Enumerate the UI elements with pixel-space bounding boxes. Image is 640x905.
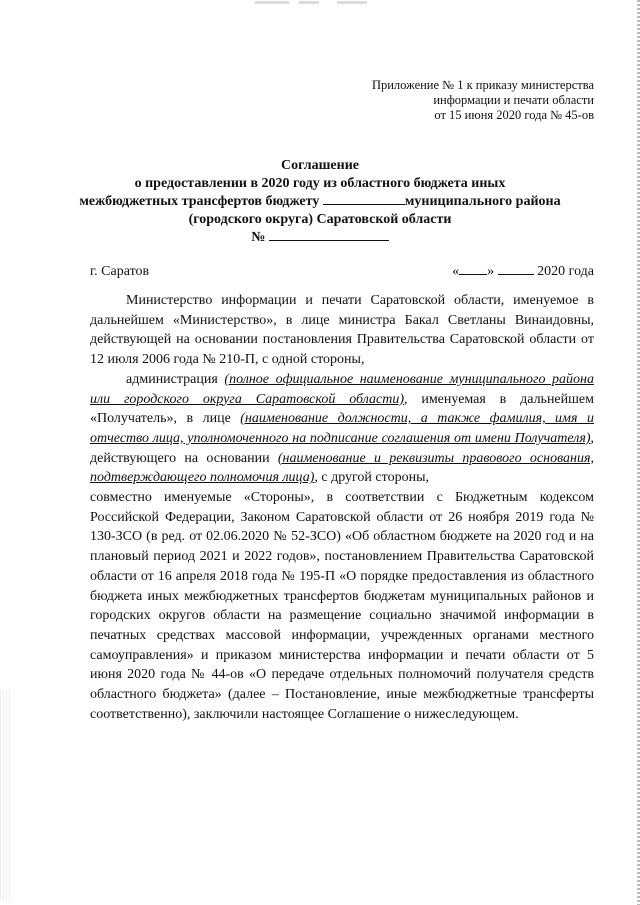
year: 2020 года — [537, 264, 594, 279]
city: г. Саратов — [90, 264, 150, 279]
agreement-preamble — [90, 291, 594, 724]
recipient-text-1: , именуемая в дальнейшем «Получатель», в лице — [90, 391, 594, 427]
quote-open: « — [452, 264, 460, 279]
paragraph-recipient — [90, 370, 594, 488]
fill-legal-basis: (наименование и реквизиты правового основания, подтверждающего полномочия лица) — [90, 450, 595, 486]
title-line-1: Соглашение — [281, 158, 359, 173]
appendix-line-2: информации и печати области — [433, 93, 594, 107]
agreement-date — [452, 263, 594, 281]
scan-edge-left — [0, 690, 10, 900]
appendix-note — [254, 78, 594, 123]
agreement-number-line — [60, 229, 580, 247]
municipality-blank — [323, 204, 405, 205]
fill-municipality-name: (полное официальное наименование муниципального района или городского округа Саратовской области) — [90, 371, 594, 407]
fill-signatory: (наименование должности, а также фамилия, имя и отчество лица, уполномоченного на подписание соглашения от имени Получателя) — [90, 411, 594, 446]
paragraph-parties: совместно именуемые «Стороны», в соответствии с Бюджетным кодексом Российской Федерации, Законом Саратовской области от 26 ноября 2019 года № 130-ЗСО (в ред. от 02.06.2020 № 52-ЗСО) «Об областном бюджете на 2020 год и на плановый период 2021 и 2022 годов», постановлением Правительства Саратовской области от 16 апреля 2018 года № 195-П «О порядке предоставления из областного бюджета иных межбюджетных трансфертов бюджетам муниципальных районов и городских округов области на размещение социально значимой информации в печатных средствах массовой информации, учрежденных органами местного самоуправления» и приказом министерства информации и печати области от 5 июня 2020 года № 44-ов «О передаче отдельных полномочий получателя средств областного бюджета» (далее – Постановление, иные межбюджетные трансферты соответственно), заключили настоящее Соглашение о нижеследующем. — [90, 490, 594, 722]
agreement-number-blank — [269, 240, 389, 241]
number-sign: № — [251, 230, 266, 245]
document-title — [60, 157, 580, 247]
appendix-line-3: от 15 июня 2020 года № 45-ов — [434, 108, 594, 122]
paragraph-ministry: Министерство информации и печати Саратовской области, именуемое в дальнейшем «Министерство», в лице министра Бакал Светланы Винаидовны, действующей на основании постановления Правительства Саратовской области от 12 июля 2006 года № 210-П, с одной стороны, — [90, 293, 594, 368]
recipient-text-2: , действующего на основании — [90, 430, 594, 466]
day-blank — [459, 274, 487, 275]
header-smudge — [255, 0, 375, 6]
title-line-3-end: муниципального района — [404, 194, 561, 209]
title-line-4: (городского округа) Саратовской области — [188, 212, 452, 227]
month-blank — [498, 274, 534, 275]
recipient-text-3: , с другой стороны, — [314, 470, 429, 486]
appendix-line-1: Приложение № 1 к приказу министерства — [371, 78, 594, 92]
title-line-3 — [60, 193, 580, 211]
recipient-intro: администрация — [126, 371, 218, 387]
title-line-2: о предоставлении в 2020 году из областного бюджета иных — [134, 176, 506, 191]
title-line-3-start: межбюджетных трансфертов бюджету — [79, 194, 320, 209]
quote-close: » — [487, 264, 495, 279]
